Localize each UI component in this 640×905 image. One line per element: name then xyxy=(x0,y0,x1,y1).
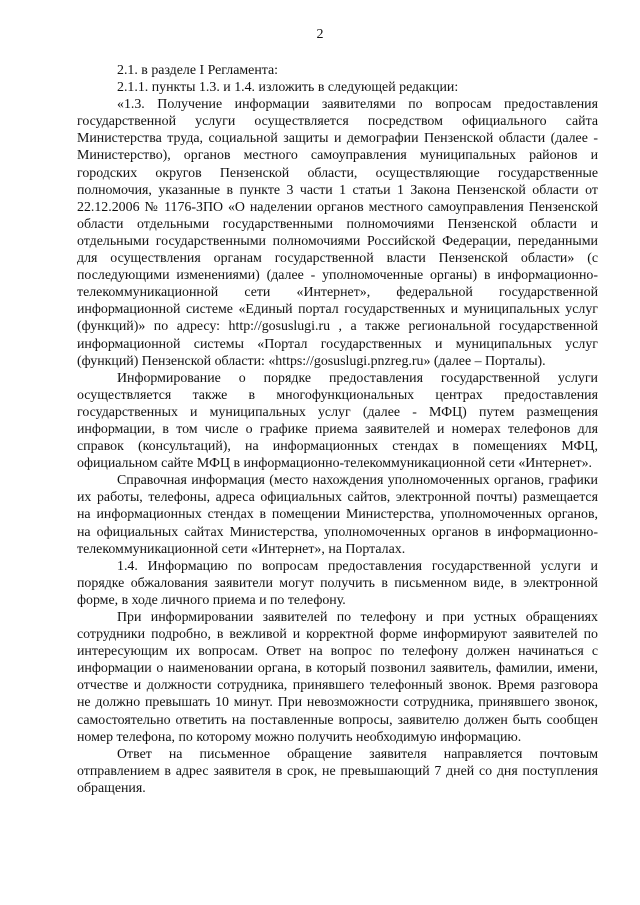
paragraph-mfc-info: Информирование о порядке предоставления государственной услуги осуществляется также в многофункциональных центрах предоставления государственных и муниципальных услуг (далее - МФЦ) путем размещения информации, в том числе о графике приема заявителей и номерах телефонов для справок (консультаций), на информационных стендах в помещениях МФЦ, официальном сайте МФЦ в информационно-телекоммуникационной сети «Интернет». xyxy=(77,370,598,472)
paragraph-reference-info: Справочная информация (место нахождения уполномоченных органов, графики их работы, телефоны, адреса официальных сайтов, электронной почты) размещается на информационных стендах в помещении Министерства, уполномоченных органов, на официальных сайтах Министерства, уполномоченных органов в информационно-телекоммуникационной сети «Интернет», на Порталах. xyxy=(77,473,598,557)
paragraph-phone-info: При информировании заявителей по телефону и при устных обращениях сотрудники подробно, в вежливой и корректной форме информируют заявителей по интересующим их вопросам. Ответ на вопрос по телефону должен начинаться с информации о наименовании органа, в который позвонил заявитель, фамилии, имени, отчестве и должности сотрудника, принявшего телефонный звонок. Время разговора не должно превышать 10 минут. При невозможности сотрудника, принявшего звонок, самостоятельно ответить на поставленные вопросы, заявителю должен быть сообщен номер телефона, по которому можно получить необходимую информацию. xyxy=(77,610,598,745)
document-body xyxy=(77,62,598,797)
paragraph-written-response: Ответ на письменное обращение заявителя направляется почтовым отправлением в адрес заявителя в срок, не превышающий 7 дней со дня поступления обращения. xyxy=(77,746,598,796)
paragraph-subsection-ref: 2.1.1. пункты 1.3. и 1.4. изложить в следующей редакции: xyxy=(117,80,459,96)
paragraph-section-ref: 2.1. в разделе I Регламента: xyxy=(117,63,279,78)
paragraph-1-4: 1.4. Информацию по вопросам предоставления государственной услуги и порядке обжалования заявители могут получить в письменном виде, в электронной форме, в ходе личного приема и по телефону. xyxy=(77,558,598,608)
page-number: 2 xyxy=(316,27,324,42)
paragraph-1-3: «1.3. Получение информации заявителями по вопросам предоставления государственной услуги осуществляется посредством официального сайта Министерства труда, социальной защиты и демографии Пензенской области (далее - Министерство), органов местного самоуправления муниципальных районов и городских округов Пензенской области, осуществляющие государственные полномочия, указанные в пункте 3 части 1 статьи 1 Закона Пензенской области от 22.12.2006 № 1176-ЗПО «О наделении органов местного самоуправления Пензенской области отдельными государственными полномочиями Пензенской области и отдельными государственными полномочиями Российской Федерации, переданными для осуществления органам государственной власти Пензенской области» (с последующими изменениями) (далее - уполномоченные органы) в информационно-телекоммуникационной сети «Интернет», федеральной государственной информационной системе «Единый портал государственных и муниципальных услуг (функций)» по адресу: http://gosuslugi.ru , а также региональной государственной информационной системы «Портал государственных и муниципальных услуг (функций) Пензенской области: «https://gosuslugi.pnzreg.ru» (далее – Порталы). xyxy=(77,97,598,369)
